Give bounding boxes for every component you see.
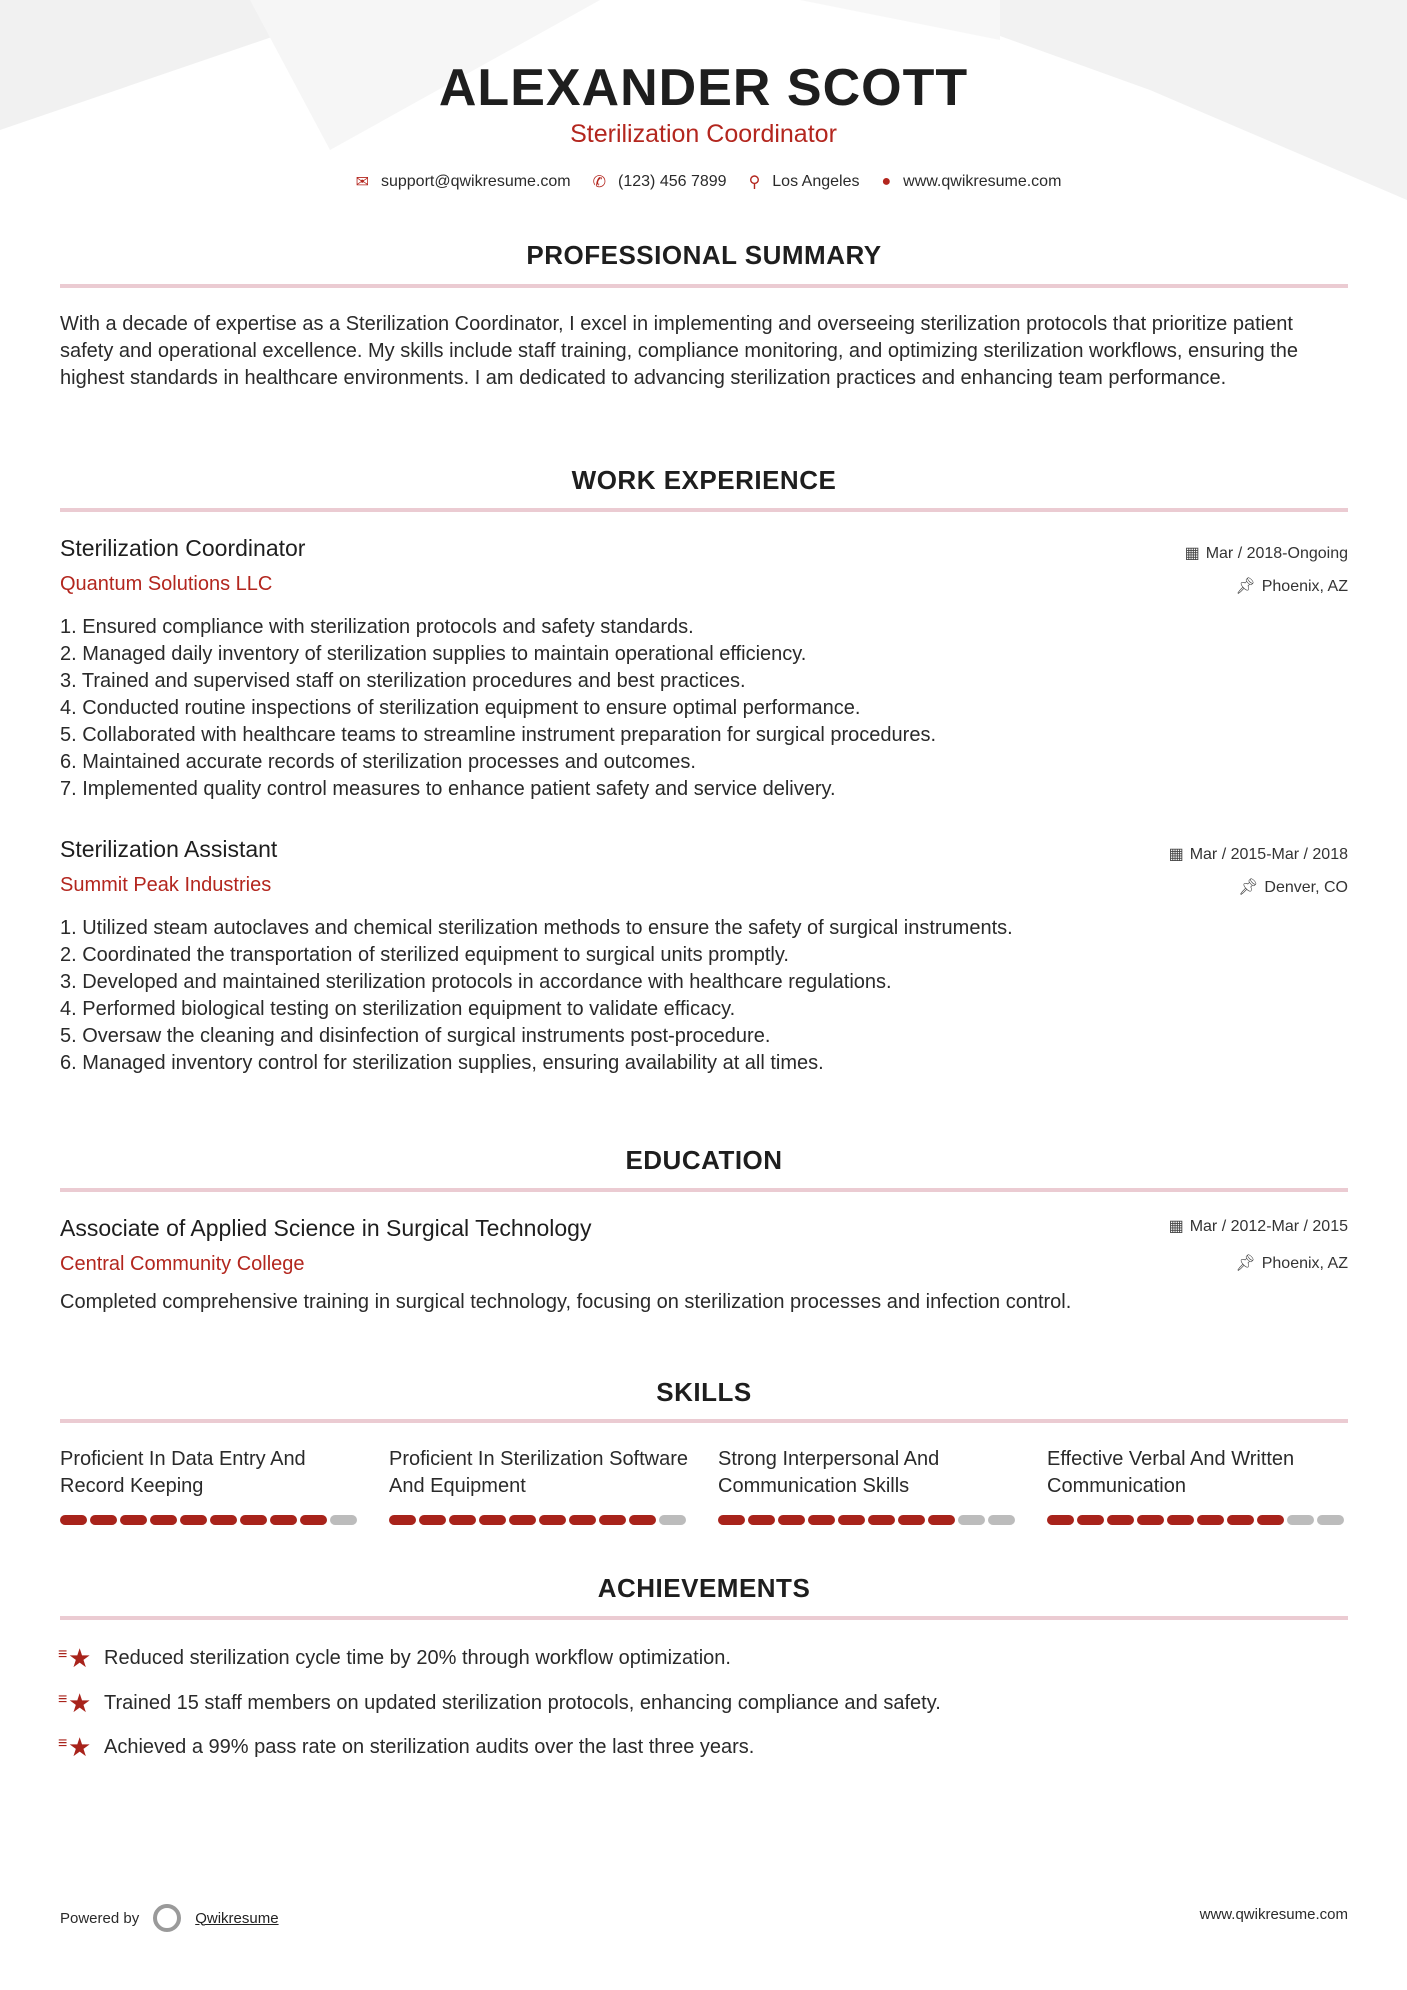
- list-item: 4. Performed biological testing on sterilization equipment to validate efficacy.: [60, 998, 736, 1020]
- skill-level-bar: [718, 1515, 1018, 1525]
- skill-level-bar: [389, 1515, 689, 1525]
- qwikresume-logo-icon: [153, 1904, 181, 1932]
- skill-level-bar: [60, 1515, 360, 1525]
- pushpin-icon: 📌︎: [1235, 578, 1256, 595]
- list-item: 1. Utilized steam autoclaves and chemical sterilization methods to ensure the safety of surgical instruments.: [60, 917, 1013, 939]
- globe-icon: ●: [881, 173, 892, 190]
- skill-level-segment: [90, 1515, 117, 1525]
- divider: [60, 1188, 1348, 1192]
- section-heading-skills: SKILLS: [656, 1377, 752, 1407]
- skills-list: [60, 1446, 1347, 1525]
- skill-level-segment: [868, 1515, 895, 1525]
- skill-level-segment: [838, 1515, 865, 1525]
- brand-link[interactable]: Qwikresume: [195, 1909, 279, 1927]
- skill-level-segment: [509, 1515, 536, 1525]
- skill-item: [718, 1446, 1018, 1525]
- email[interactable]: support@qwikresume.com: [380, 173, 571, 190]
- skill-level-segment: [60, 1515, 87, 1525]
- education-description: Completed comprehensive training in surgical technology, focusing on sterilization processes and infection control.: [60, 1291, 1072, 1313]
- skill-name: Strong Interpersonal And Communication Skills: [718, 1448, 940, 1497]
- skill-level-segment: [1257, 1515, 1284, 1525]
- education-dates: [1169, 1216, 1348, 1236]
- calendar-icon: ▦: [1168, 1218, 1184, 1235]
- divider: [60, 1419, 1348, 1423]
- map-pin-icon: ⚲: [748, 174, 761, 191]
- list-item: 3. Developed and maintained sterilization protocols in accordance with healthcare regulations.: [60, 971, 892, 993]
- job-dates: [1185, 543, 1348, 563]
- list-item: 6. Maintained accurate records of sterilization processes and outcomes.: [60, 751, 696, 773]
- pushpin-icon: 📌︎: [1235, 1255, 1256, 1272]
- calendar-icon: ▦: [1184, 545, 1200, 562]
- skill-level-segment: [1167, 1515, 1194, 1525]
- location: Los Angeles: [772, 173, 860, 190]
- candidate-title: Sterilization Coordinator: [570, 120, 837, 148]
- job-duties: [60, 614, 1348, 803]
- skill-item: [389, 1446, 689, 1525]
- skill-level-segment: [539, 1515, 566, 1525]
- skill-level-segment: [1137, 1515, 1164, 1525]
- degree: Associate of Applied Science in Surgical Technology: [60, 1215, 592, 1241]
- envelope-icon: ✉: [355, 174, 369, 191]
- skill-level-segment: [1107, 1515, 1134, 1525]
- phone-icon: ✆: [592, 174, 607, 191]
- skill-level-segment: [958, 1515, 985, 1525]
- list-item: 3. Trained and supervised staff on sterilization procedures and best practices.: [60, 670, 746, 692]
- section-heading-experience: WORK EXPERIENCE: [571, 465, 837, 495]
- job-dates: [1169, 844, 1348, 864]
- skill-level-segment: [748, 1515, 775, 1525]
- powered-by-label: Powered by: [60, 1909, 140, 1927]
- job-location: [1235, 576, 1348, 596]
- skill-name: Proficient In Data Entry And Record Keeping: [60, 1448, 306, 1497]
- skill-level-segment: [389, 1515, 416, 1525]
- divider: [60, 508, 1348, 512]
- dates-text: Mar / 2015-Mar / 2018: [1189, 846, 1348, 863]
- list-item: 6. Managed inventory control for sterilization supplies, ensuring availability at all times.: [60, 1052, 824, 1074]
- section-heading-education: EDUCATION: [625, 1145, 783, 1175]
- skill-level-segment: [479, 1515, 506, 1525]
- divider: [60, 284, 1348, 288]
- skill-level-segment: [270, 1515, 297, 1525]
- location-text: Denver, CO: [1264, 879, 1348, 896]
- job-title: Sterilization Coordinator: [60, 535, 306, 561]
- skill-level-segment: [330, 1515, 357, 1525]
- achievement-text: Reduced sterilization cycle time by 20% through workflow optimization.: [104, 1646, 731, 1669]
- skill-level-segment: [659, 1515, 686, 1525]
- list-item: 1. Ensured compliance with sterilization protocols and safety standards.: [60, 616, 694, 638]
- list-item: 2. Coordinated the transportation of sterilized equipment to surgical units promptly.: [60, 944, 789, 966]
- skill-level-segment: [210, 1515, 237, 1525]
- skill-level-segment: [419, 1515, 446, 1525]
- company: Quantum Solutions LLC: [60, 573, 273, 595]
- skill-level-segment: [569, 1515, 596, 1525]
- skill-level-segment: [808, 1515, 835, 1525]
- job-title: Sterilization Assistant: [60, 836, 278, 862]
- skill-level-segment: [599, 1515, 626, 1525]
- skill-level-segment: [988, 1515, 1015, 1525]
- calendar-icon: ▦: [1168, 846, 1184, 863]
- achievement-item: [60, 1645, 731, 1671]
- summary-text: With a decade of expertise as a Sterilization Coordinator, I excel in implementing and overseeing sterilization protocols that prioritize patient safety and operational excellence. My skills include staff training, compliance monitoring, and optimizing sterilization workflows, ensuring the highest standards in healthcare environments. I am dedicated to advancing sterilization practices and enhancing team performance.: [60, 313, 1299, 389]
- education-location: [1235, 1253, 1348, 1273]
- job-location: [1238, 877, 1348, 897]
- skill-level-segment: [300, 1515, 327, 1525]
- skill-level-segment: [1047, 1515, 1074, 1525]
- footer-powered-by: [60, 1904, 279, 1932]
- skill-name: Effective Verbal And Written Communication: [1047, 1448, 1295, 1497]
- contact-bar: [0, 172, 1407, 192]
- skill-level-segment: [1287, 1515, 1314, 1525]
- company: Summit Peak Industries: [60, 874, 272, 896]
- skill-level-segment: [629, 1515, 656, 1525]
- skill-item: [1047, 1446, 1347, 1525]
- skill-level-segment: [449, 1515, 476, 1525]
- skill-level-segment: [1317, 1515, 1344, 1525]
- section-heading-achievements: ACHIEVEMENTS: [597, 1573, 811, 1603]
- skill-level-segment: [928, 1515, 955, 1525]
- skill-level-segment: [1227, 1515, 1254, 1525]
- star-icon: ≡ ★: [60, 1645, 92, 1671]
- achievement-text: Achieved a 99% pass rate on sterilization audits over the last three years.: [104, 1735, 755, 1758]
- list-item: 4. Conducted routine inspections of sterilization equipment to ensure optimal performance.: [60, 697, 861, 719]
- skill-name: Proficient In Sterilization Software And Equipment: [389, 1448, 689, 1497]
- skill-item: [60, 1446, 360, 1525]
- skill-level-segment: [180, 1515, 207, 1525]
- achievement-item: [60, 1734, 754, 1760]
- achievement-item: [60, 1690, 941, 1716]
- skill-level-segment: [240, 1515, 267, 1525]
- skill-level-segment: [150, 1515, 177, 1525]
- skill-level-segment: [718, 1515, 745, 1525]
- skill-level-segment: [1077, 1515, 1104, 1525]
- list-item: 5. Collaborated with healthcare teams to streamline instrument preparation for surgical procedures.: [60, 724, 936, 746]
- phone: (123) 456 7899: [618, 173, 727, 190]
- skill-level-segment: [120, 1515, 147, 1525]
- divider: [60, 1616, 1348, 1620]
- candidate-name: ALEXANDER SCOTT: [438, 59, 969, 117]
- dates-text: Mar / 2012-Mar / 2015: [1189, 1218, 1348, 1235]
- website[interactable]: www.qwikresume.com: [903, 173, 1062, 190]
- star-icon: ≡ ★: [60, 1734, 92, 1760]
- skill-level-segment: [778, 1515, 805, 1525]
- pushpin-icon: 📌︎: [1238, 879, 1259, 896]
- location-text: Phoenix, AZ: [1261, 578, 1348, 595]
- list-item: 7. Implemented quality control measures to enhance patient safety and service delivery.: [60, 778, 836, 800]
- skill-level-segment: [1197, 1515, 1224, 1525]
- section-heading-summary: PROFESSIONAL SUMMARY: [526, 240, 882, 270]
- star-icon: ≡ ★: [60, 1690, 92, 1716]
- job-duties: [60, 915, 1348, 1077]
- list-item: 5. Oversaw the cleaning and disinfection of surgical instruments post-procedure.: [60, 1025, 771, 1047]
- dates-text: Mar / 2018-Ongoing: [1205, 545, 1348, 562]
- achievement-text: Trained 15 staff members on updated sterilization protocols, enhancing compliance and safety.: [104, 1691, 941, 1714]
- school: Central Community College: [60, 1253, 305, 1275]
- list-item: 2. Managed daily inventory of sterilization supplies to maintain operational efficiency.: [60, 643, 807, 665]
- footer-website[interactable]: www.qwikresume.com: [1199, 1906, 1348, 1923]
- skill-level-bar: [1047, 1515, 1347, 1525]
- location-text: Phoenix, AZ: [1261, 1255, 1348, 1272]
- skill-level-segment: [898, 1515, 925, 1525]
